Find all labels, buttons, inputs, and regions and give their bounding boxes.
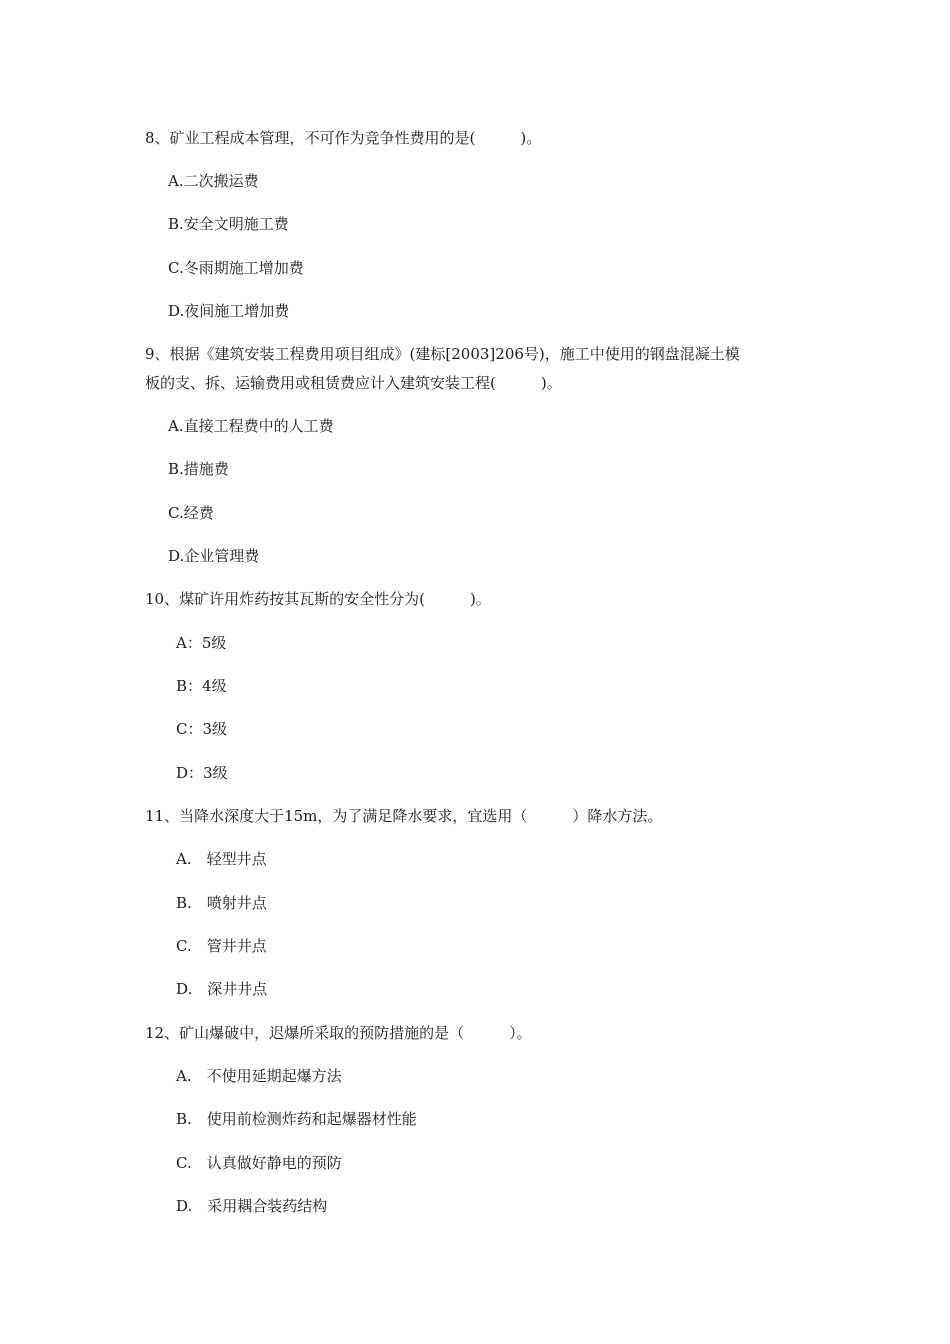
question-9-option-b: B.措施费 [168, 460, 229, 478]
question-9-stem-line2: 板的支、拆、运输费用或租赁费应计入建筑安装工程( )。 [145, 374, 562, 392]
question-11-option-d: D. 深井井点 [176, 980, 268, 998]
question-12-option-d: D. 采用耦合装药结构 [176, 1197, 328, 1215]
question-8-option-a: A.二次搬运费 [168, 172, 259, 190]
question-9-option-a: A.直接工程费中的人工费 [168, 417, 334, 435]
question-8-stem: 8、矿业工程成本管理，不可作为竞争性费用的是( )。 [145, 129, 542, 147]
question-12-option-c: C. 认真做好静电的预防 [176, 1154, 342, 1172]
question-10-option-c: C：3级 [176, 720, 228, 738]
question-9-option-d: D.企业管理费 [168, 547, 260, 565]
question-11-option-a: A. 轻型井点 [176, 850, 267, 868]
question-11-option-b: B. 喷射井点 [176, 894, 267, 912]
question-10-option-b: B：4级 [176, 677, 227, 695]
question-12-option-b: B. 使用前检测炸药和起爆器材性能 [176, 1110, 417, 1128]
question-10-stem: 10、煤矿许用炸药按其瓦斯的安全性分为( )。 [145, 590, 491, 608]
question-8-option-d: D.夜间施工增加费 [168, 302, 290, 320]
question-9-option-c: C.经费 [168, 504, 214, 522]
question-8-option-c: C.冬雨期施工增加费 [168, 259, 304, 277]
question-9-stem-line1: 9、根据《建筑安装工程费用项目组成》(建标[2003]206号)，施工中使用的钢盘混凝土模 [145, 345, 740, 363]
question-11-option-c: C. 管井井点 [176, 937, 267, 955]
question-8-option-b: B.安全文明施工费 [168, 215, 289, 233]
question-10-option-a: A：5级 [176, 634, 227, 652]
question-12-stem: 12、矿山爆破中，迟爆所采取的预防措施的是（ ）。 [145, 1024, 532, 1042]
question-11-stem: 11、当降水深度大于15m，为了满足降水要求，宜选用（ ）降水方法。 [145, 807, 663, 825]
question-12-option-a: A. 不使用延期起爆方法 [176, 1067, 342, 1085]
question-10-option-d: D：3级 [176, 764, 228, 782]
